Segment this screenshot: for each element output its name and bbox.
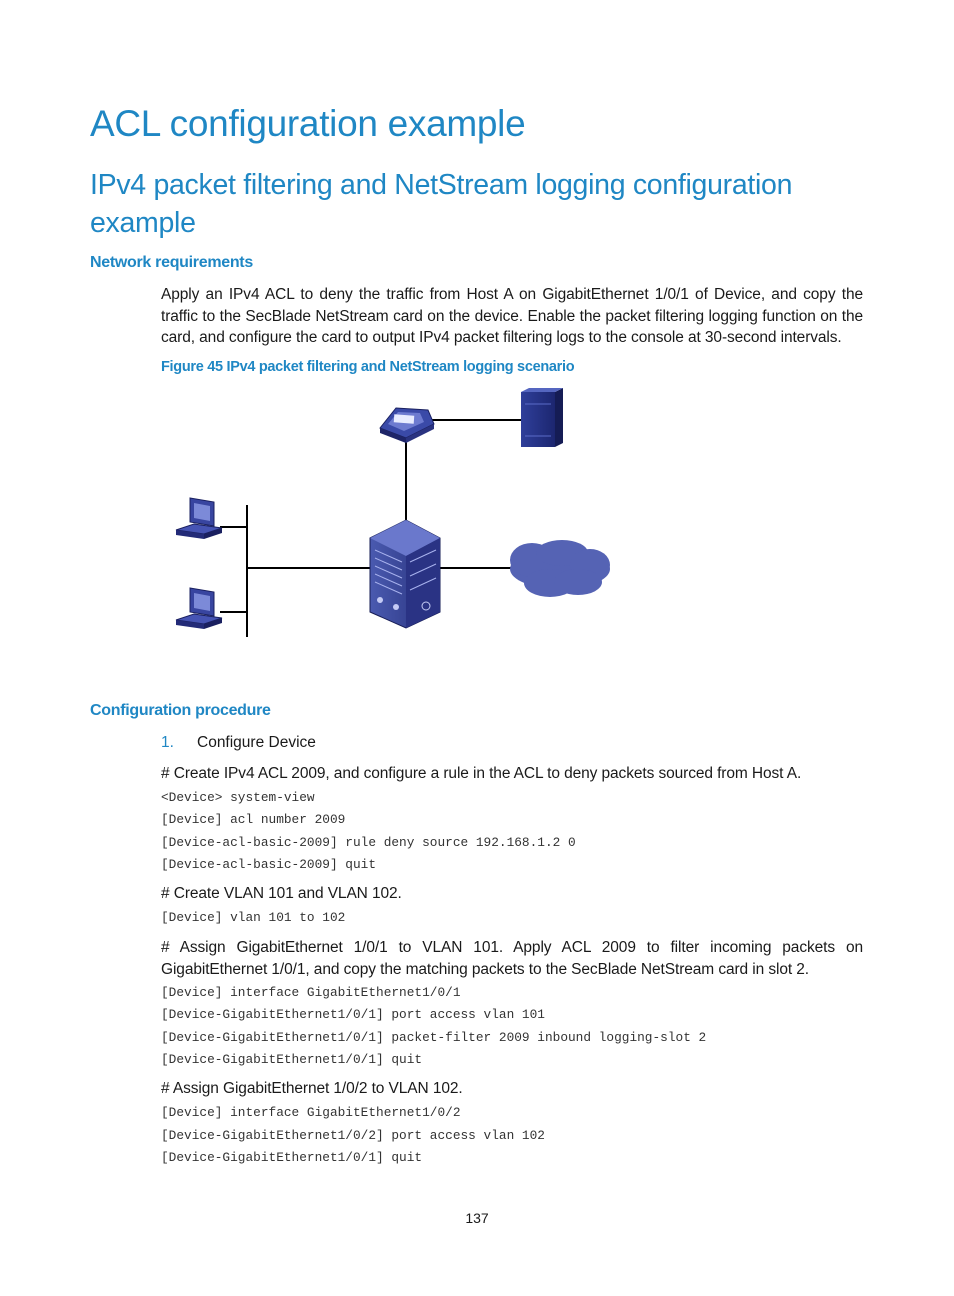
comment-assign-ge1: # Assign GigabitEthernet 1/0/1 to VLAN 101. Apply ACL 2009 to filter incoming packets on GigabitEthernet 1/0/1, and copy the matching packets to the SecBlade NetStream card in slot 2. — [161, 939, 863, 978]
server-icon — [521, 388, 563, 447]
cloud-icon — [510, 540, 610, 597]
code-line: [Device-GigabitEthernet1/0/2] port access vlan 102 — [161, 1128, 545, 1143]
code-line: [Device] interface GigabitEthernet1/0/1 — [161, 985, 461, 1000]
code-line: [Device] vlan 101 to 102 — [161, 910, 346, 925]
figure-caption: Figure 45 IPv4 packet filtering and NetStream logging scenario — [161, 359, 575, 375]
code-line: [Device] interface GigabitEthernet1/0/2 — [161, 1105, 461, 1120]
network-diagram — [160, 385, 620, 655]
page-title: ACL configuration example — [90, 103, 526, 144]
comment-create-acl: # Create IPv4 ACL 2009, and configure a rule in the ACL to deny packets sourced from Host A. — [161, 765, 802, 782]
code-line: [Device-GigabitEthernet1/0/1] port access vlan 101 — [161, 1007, 545, 1022]
host-icon — [176, 588, 222, 629]
code-line: [Device] acl number 2009 — [161, 812, 346, 827]
comment-create-vlan: # Create VLAN 101 and VLAN 102. — [161, 885, 402, 902]
code-line: [Device-GigabitEthernet1/0/1] packet-filter 2009 inbound logging-slot 2 — [161, 1030, 707, 1045]
switch-device-icon — [370, 520, 440, 628]
ip-phone-icon — [380, 408, 434, 443]
code-line: [Device-acl-basic-2009] quit — [161, 857, 377, 872]
network-requirements-text: Apply an IPv4 ACL to deny the traffic from Host A on GigabitEthernet 1/0/1 of Device, and copy the traffic to the SecBlade NetStream card on the device. Enable the packet filtering logging function on the card, and configure the card to output IPv4 packet filtering logs to the console at 30-second intervals. — [161, 286, 863, 346]
code-line: [Device-GigabitEthernet1/0/1] quit — [161, 1150, 423, 1165]
code-line: <Device> system-view — [161, 790, 315, 805]
configuration-procedure-heading: Configuration procedure — [90, 702, 271, 719]
code-line: [Device-GigabitEthernet1/0/1] quit — [161, 1052, 423, 1067]
comment-assign-ge2: # Assign GigabitEthernet 1/0/2 to VLAN 102. — [161, 1080, 463, 1097]
step-number: 1. — [161, 734, 174, 751]
step-text: Configure Device — [197, 734, 316, 751]
code-line: [Device-acl-basic-2009] rule deny source 192.168.1.2 0 — [161, 835, 576, 850]
section-title: IPv4 packet filtering and NetStream logging configuration example — [90, 169, 793, 239]
page-number: 137 — [465, 1210, 489, 1226]
host-icon — [176, 498, 222, 539]
network-requirements-heading: Network requirements — [90, 254, 253, 271]
